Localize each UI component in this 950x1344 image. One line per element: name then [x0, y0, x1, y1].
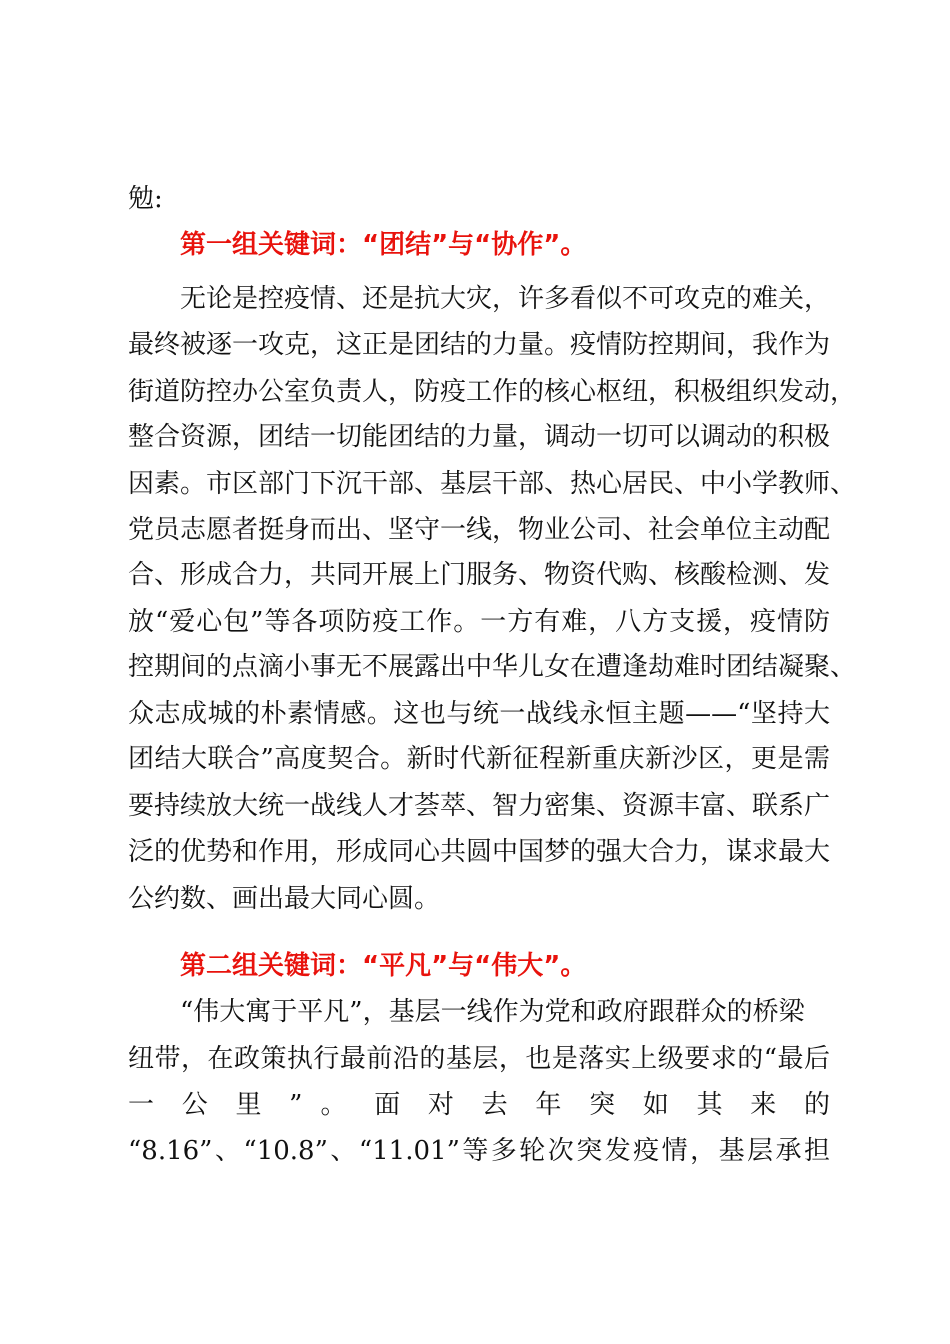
- body-line: 泛的优势和作用，形成同心共圆中国梦的强大合力，谋求最大: [128, 837, 831, 867]
- body-line: 整合资源，团结一切能团结的力量，调动一切可以调动的积极: [128, 422, 831, 452]
- body-line: 党员志愿者挺身而出、坚守一线，物业公司、社会单位主动配: [128, 515, 831, 545]
- body-line: 团结大联合”高度契合。新时代新征程新重庆新沙区，更是需: [128, 744, 830, 774]
- body-line: 因素。市区部门下沉干部、基层干部、热心居民、中小学教师、: [128, 469, 857, 499]
- body-line: 要持续放大统一战线人才荟萃、智力密集、资源丰富、联系广: [128, 791, 831, 821]
- section-heading-2: 第二组关键词：“平凡”与“伟大”。: [180, 951, 587, 981]
- body-line-continuation: 勉:: [128, 184, 163, 214]
- body-line: 放“爱心包”等各项防疫工作。一方有难，八方支援，疫情防: [128, 607, 830, 637]
- body-line: 街道防控办公室负责人，防疫工作的核心枢纽，积极组织发动，: [128, 377, 857, 407]
- body-line: 纽带，在政策执行最前沿的基层，也是落实上级要求的“最后: [128, 1044, 830, 1074]
- body-line: “8.16”、“10.8”、“11.01”等多轮次突发疫情，基层承担: [128, 1136, 830, 1166]
- body-line: 合、形成合力，共同开展上门服务、物资代购、核酸检测、发: [128, 560, 831, 590]
- body-line: 公约数、画出最大同心圆。: [128, 884, 441, 914]
- body-line: 无论是控疫情、还是抗大灾，许多看似不可攻克的难关，: [180, 284, 831, 314]
- body-line: 一 公 里 ” 。 面 对 去 年 突 如 其 来 的: [128, 1090, 830, 1120]
- body-line: 众志成城的朴素情感。这也与统一战线永恒主题——“坚持大: [128, 699, 830, 729]
- body-line: 控期间的点滴小事无不展露出中华儿女在遭逢劫难时团结凝聚、: [128, 652, 857, 682]
- body-line: “伟大寓于平凡”，基层一线作为党和政府跟群众的桥梁: [180, 997, 805, 1027]
- body-line: 最终被逐一攻克，这正是团结的力量。疫情防控期间，我作为: [128, 330, 831, 360]
- section-heading-1: 第一组关键词：“团结”与“协作”。: [180, 230, 587, 260]
